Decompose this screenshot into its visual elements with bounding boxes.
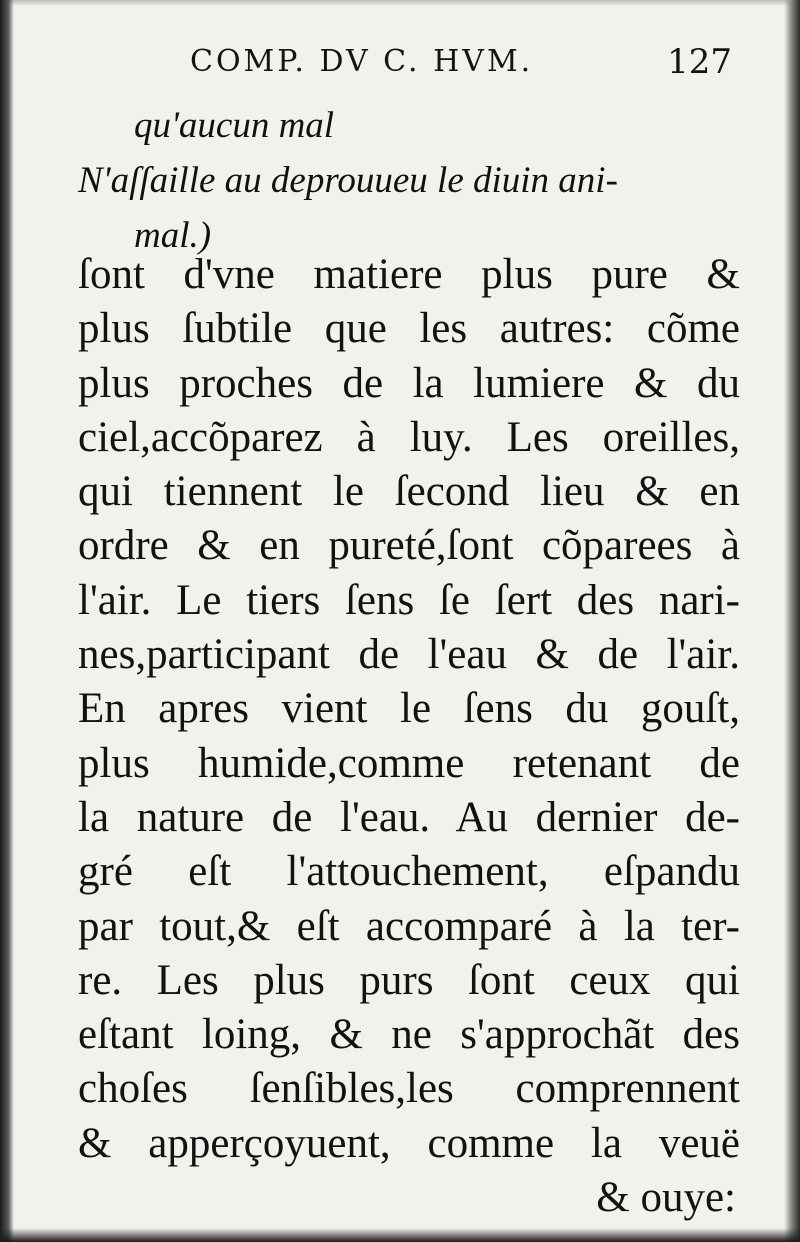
text-line: re. Les plus purs ſont ceux qui	[78, 956, 740, 1004]
text-line: qui tiennent le ſecond lieu & en	[78, 468, 740, 516]
text-line: En apres vient le ſens du gouſt,	[78, 685, 740, 733]
verse-line: mal.)	[134, 215, 212, 256]
text-line: ciel,accõparez à luy. Les oreilles,	[78, 413, 740, 461]
text-line: & apperçoyuent, comme la veuë	[78, 1119, 740, 1167]
scan-edge-left	[0, 0, 14, 1242]
text-line: ordre & en pureté,ſont cõparees à	[78, 522, 740, 570]
page-header	[190, 44, 750, 94]
text-line: la nature de l'eau. Au dernier de-	[78, 793, 740, 841]
verse-quotation	[78, 98, 738, 263]
text-line: choſes ſenſibles,les comprennent	[78, 1065, 740, 1113]
catchword-line: & ouye:	[596, 1174, 736, 1222]
text-line: par tout,& eſt accomparé à la ter-	[78, 902, 740, 950]
verse-line: qu'aucun mal	[134, 105, 335, 146]
page-number: 127	[667, 42, 732, 82]
verse-line: N'aſſaille au deprouueu le diuin ani-	[78, 160, 618, 201]
text-line: plus proches de la lumiere & du	[78, 359, 740, 407]
text-line: ſont d'vne matiere plus pure &	[78, 251, 740, 298]
text-line: l'air. Le tiers ſens ſe ſert des nari-	[78, 576, 740, 624]
scan-edge-right	[784, 0, 800, 1242]
text-line: eſtant loing, & ne s'approchãt des	[78, 1011, 740, 1059]
text-line: gré eſt l'attouchement, eſpandu	[78, 848, 740, 896]
body-text	[78, 248, 740, 1225]
running-title: COMP. DV C. HVM.	[190, 44, 534, 79]
text-line: plus ſubtile que les autres: cõme	[78, 305, 740, 353]
text-line: nes,participant de l'eau & de l'air.	[78, 631, 740, 679]
scan-edge-top	[0, 0, 800, 6]
scan-edge-bottom	[0, 1228, 800, 1242]
text-line: plus humide,comme retenant de	[78, 739, 740, 787]
